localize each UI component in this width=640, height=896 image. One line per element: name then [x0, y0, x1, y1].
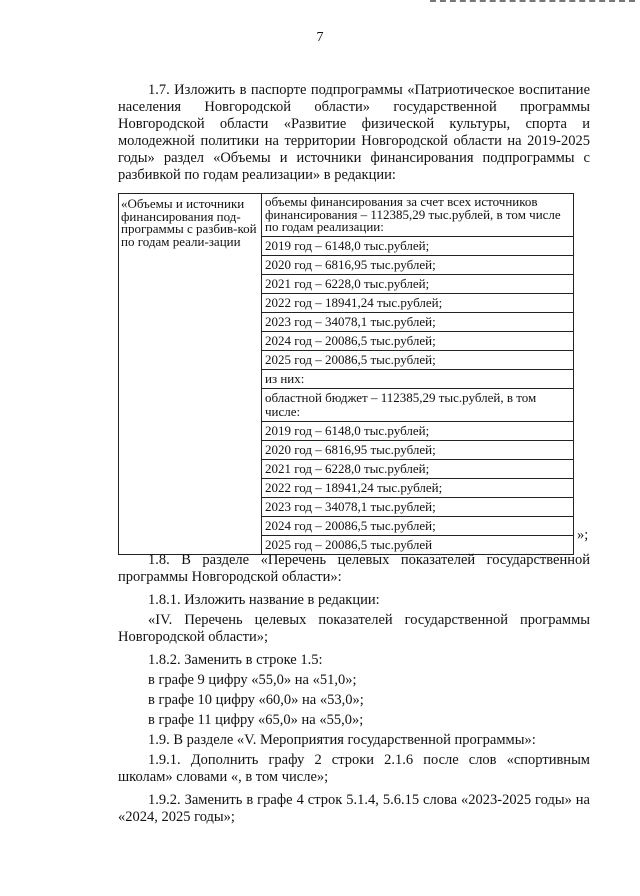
page-number: 7 [316, 30, 324, 45]
right-cell-items [262, 194, 573, 554]
financing-line: объемы финансирования за счет всех источников финансирования – 112385,29 тыс.рублей, в том числе по годам реализации: [262, 194, 573, 237]
paragraph-1-8-2-c: в графе 11 цифру «65,0» на «55,0»; [148, 712, 364, 728]
paragraph-1-8-2: 1.8.2. Заменить в строке 1.5: [148, 652, 323, 668]
financing-line: 2022 год – 18941,24 тыс.рублей; [262, 479, 573, 498]
table-closing-quote: »; [577, 527, 589, 543]
financing-line: 2019 год – 6148,0 тыс.рублей; [262, 422, 573, 441]
paragraph-1-8-2-a: в графе 9 цифру «55,0» на «51,0»; [148, 672, 357, 688]
top-dashed-rule [430, 0, 635, 4]
financing-line: 2022 год – 18941,24 тыс.рублей; [262, 294, 573, 313]
paragraph-1-9-1: 1.9.1. Дополнить графу 2 строки 2.1.6 после слов «спортивным школам» словами «, в том числе»; [118, 752, 590, 785]
financing-line: 2025 год – 20086,5 тыс.рублей; [262, 351, 573, 370]
table-left-cell: «Объемы и источники финансирования под-программы с разбив-кой по годам реали-зации [119, 194, 262, 555]
paragraph-1-8-1: 1.8.1. Изложить название в редакции: [148, 592, 380, 608]
financing-line: областной бюджет – 112385,29 тыс.рублей, в том числе: [262, 389, 573, 422]
financing-line: 2020 год – 6816,95 тыс.рублей; [262, 256, 573, 275]
financing-line: 2021 год – 6228,0 тыс.рублей; [262, 275, 573, 294]
financing-line: 2023 год – 34078,1 тыс.рублей; [262, 313, 573, 332]
table-right-cell [262, 194, 574, 555]
financing-line: 2023 год – 34078,1 тыс.рублей; [262, 498, 573, 517]
financing-line: 2024 год – 20086,5 тыс.рублей; [262, 517, 573, 536]
paragraph-1-8: 1.8. В разделе «Перечень целевых показателей государственной программы Новгородской области»: [118, 552, 590, 585]
paragraph-1-9: 1.9. В разделе «V. Мероприятия государственной программы»: [148, 732, 536, 748]
financing-table [118, 193, 574, 555]
paragraph-1-7: 1.7. Изложить в паспорте подпрограммы «Патриотическое воспитание населения Новгородской области» государственной программы Новгородской области «Развитие физической культуры, спорта и молодежной политики на территории Новгородской области на 2019-2025 годы» раздел «Объемы и источники финансирования подпрограммы с разбивкой по годам реализации» в редакции: [118, 82, 590, 183]
paragraph-1-8-2-b: в графе 10 цифру «60,0» на «53,0»; [148, 692, 364, 708]
financing-line: 2025 год – 20086,5 тыс.рублей [265, 536, 433, 552]
financing-line: 2021 год – 6228,0 тыс.рублей; [262, 460, 573, 479]
paragraph-1-9-2: 1.9.2. Заменить в графе 4 строк 5.1.4, 5.6.15 слова «2023-2025 годы» на «2024, 2025 годы»; [118, 792, 590, 825]
paragraph-1-8-1-text: «IV. Перечень целевых показателей государственной программы Новгородской области»; [118, 612, 590, 645]
financing-line: из них: [262, 370, 573, 389]
financing-line: 2020 год – 6816,95 тыс.рублей; [262, 441, 573, 460]
financing-line: 2024 год – 20086,5 тыс.рублей; [262, 332, 573, 351]
financing-line: 2019 год – 6148,0 тыс.рублей; [262, 237, 573, 256]
